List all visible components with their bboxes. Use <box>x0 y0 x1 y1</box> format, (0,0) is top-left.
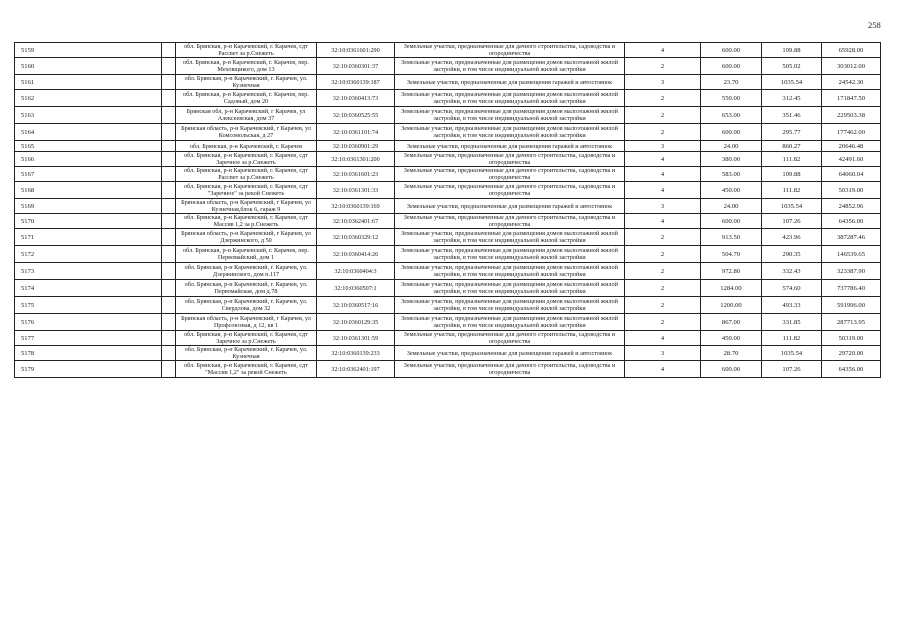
group-cell: 2 <box>625 90 701 107</box>
row-number: 5167 <box>15 167 162 182</box>
table-row <box>15 75 881 90</box>
land-use-cell: Земельные участки, предназначенные для размещения домов малоэтажной жилой застройки, в том числе индивидуальной жилой застройки <box>395 58 625 75</box>
group-cell: 4 <box>625 167 701 182</box>
address-cell: обл. Брянская, р-н Карачевский, г. Карачев, пер. Садовый, дом 20 <box>176 90 317 107</box>
address-cell: обл. Брянская, р-н Карачевский, г. Карачев <box>176 141 317 152</box>
cadastral-number-cell: 32:10:0360329:12 <box>317 229 395 246</box>
cadastral-number-cell: 32:10:0360139:187 <box>317 75 395 90</box>
group-cell: 4 <box>625 214 701 229</box>
table-row <box>15 346 881 361</box>
spacer-cell <box>162 229 176 246</box>
area-cell: 550.00 <box>701 90 762 107</box>
table-body <box>15 43 881 378</box>
table-row <box>15 107 881 124</box>
land-use-cell: Земельные участки, предназначенные для дачного строительства, садоводства и огородничества <box>395 43 625 58</box>
address-cell: обл. Брянская, р-н Карачевский, г. Карачев, ул. Свердлова, дом 32 <box>176 297 317 314</box>
area-cell: 600.00 <box>701 124 762 141</box>
cadastral-value-cell: 24852.96 <box>822 199 881 214</box>
row-number: 5160 <box>15 58 162 75</box>
group-cell: 2 <box>625 280 701 297</box>
group-cell: 2 <box>625 297 701 314</box>
cadastral-number-cell: 32:10:0360129:35 <box>317 314 395 331</box>
area-cell: 1200.00 <box>701 297 762 314</box>
unit-value-cell: 332.43 <box>762 263 822 280</box>
cadastral-number-cell: 32:10:0361301:200 <box>317 152 395 167</box>
cadastral-number-cell: 32:10:0361601:290 <box>317 43 395 58</box>
spacer-cell <box>162 199 176 214</box>
group-cell: 2 <box>625 314 701 331</box>
cadastral-number-cell: 32:10:0362401:197 <box>317 361 395 378</box>
address-cell: Брянская область, р-н Карачевский, г Карачев, ул Дзержинского, д 50 <box>176 229 317 246</box>
spacer-cell <box>162 346 176 361</box>
table-row <box>15 214 881 229</box>
unit-value-cell: 331.85 <box>762 314 822 331</box>
land-use-cell: Земельные участки, предназначенные для дачного строительства, садоводства и огородничества <box>395 152 625 167</box>
land-use-cell: Земельные участки, предназначенные для размещения гаражей и автостоянок <box>395 141 625 152</box>
unit-value-cell: 290.35 <box>762 246 822 263</box>
unit-value-cell: 505.02 <box>762 58 822 75</box>
cadastral-number-cell: 32:10:0360507:1 <box>317 280 395 297</box>
cadastral-number-cell: 32:10:0360404:3 <box>317 263 395 280</box>
row-number: 5168 <box>15 182 162 199</box>
cadastral-number-cell: 32:10:0360301:37 <box>317 58 395 75</box>
cadastral-number-cell: 32:10:0361301:33 <box>317 182 395 199</box>
spacer-cell <box>162 246 176 263</box>
area-cell: 972.80 <box>701 263 762 280</box>
spacer-cell <box>162 361 176 378</box>
land-use-cell: Земельные участки, предназначенные для размещения домов малоэтажной жилой застройки, в том числе индивидуальной жилой застройки <box>395 263 625 280</box>
cadastral-number-cell: 32:10:0360901:29 <box>317 141 395 152</box>
spacer-cell <box>162 152 176 167</box>
spacer-cell <box>162 90 176 107</box>
area-cell: 653.00 <box>701 107 762 124</box>
land-use-cell: Земельные участки, предназначенные для размещения домов малоэтажной жилой застройки, в том числе индивидуальной жилой застройки <box>395 107 625 124</box>
group-cell: 3 <box>625 346 701 361</box>
address-cell: обл. Брянская, р-н Карачевский, г. Карачев, сдт Рассвет за р.Снежеть <box>176 43 317 58</box>
spacer-cell <box>162 182 176 199</box>
land-use-cell: Земельные участки, предназначенные для дачного строительства, садоводства и огородничества <box>395 361 625 378</box>
table-row <box>15 43 881 58</box>
land-use-cell: Земельные участки, предназначенные для дачного строительства, садоводства и огородничества <box>395 214 625 229</box>
cadastral-number-cell: 32:10:0360139:233 <box>317 346 395 361</box>
group-cell: 4 <box>625 43 701 58</box>
address-cell: обл. Брянская, р-н Карачевский, г. Карачев, ул. Кузнечная <box>176 346 317 361</box>
row-number: 5178 <box>15 346 162 361</box>
cadastral-number-cell: 32:10:0362401:67 <box>317 214 395 229</box>
address-cell: обл. Брянская, р-н Карачевский, г. Карачев, сдт Заречное за р.Снежеть <box>176 152 317 167</box>
unit-value-cell: 493.33 <box>762 297 822 314</box>
cadastral-value-cell: 171847.50 <box>822 90 881 107</box>
cadastral-value-cell: 64356.00 <box>822 214 881 229</box>
spacer-cell <box>162 167 176 182</box>
page-number: 258 <box>868 20 881 30</box>
cadastral-value-cell: 287713.95 <box>822 314 881 331</box>
unit-value-cell: 1035.54 <box>762 346 822 361</box>
cadastral-value-cell: 65928.00 <box>822 43 881 58</box>
address-cell: обл. Брянская, р-н Карачевский, г. Карачев, ул. Первомайская, дом д.78 <box>176 280 317 297</box>
unit-value-cell: 1035.54 <box>762 199 822 214</box>
table-row <box>15 124 881 141</box>
row-number: 5162 <box>15 90 162 107</box>
row-number: 5169 <box>15 199 162 214</box>
spacer-cell <box>162 280 176 297</box>
land-use-cell: Земельные участки, предназначенные для размещения гаражей и автостоянок <box>395 199 625 214</box>
address-cell: обл. Брянская, р-н Карачевский, г. Карачев, ул. Дзержинского, дом п.117 <box>176 263 317 280</box>
address-cell: Брянская обл, р-н Карачевский, г Карачев, ул Алексеевская, дом 37 <box>176 107 317 124</box>
unit-value-cell: 1035.54 <box>762 75 822 90</box>
unit-value-cell: 111.82 <box>762 152 822 167</box>
cadastral-number-cell: 32:10:0361101:74 <box>317 124 395 141</box>
unit-value-cell: 111.82 <box>762 331 822 346</box>
area-cell: 583.00 <box>701 167 762 182</box>
address-cell: обл. Брянская, р-н Карачевский, г. Карачев, сдт Массив 1,2 за р.Снежеть <box>176 214 317 229</box>
land-use-cell: Земельные участки, предназначенные для дачного строительства, садоводства и огородничества <box>395 331 625 346</box>
spacer-cell <box>162 58 176 75</box>
address-cell: обл. Брянская, р-н Карачевский, г. Карачев, пер. Первомайский, дом 1 <box>176 246 317 263</box>
unit-value-cell: 109.88 <box>762 43 822 58</box>
area-cell: 23.70 <box>701 75 762 90</box>
cadastral-value-cell: 387287.46 <box>822 229 881 246</box>
unit-value-cell: 574.60 <box>762 280 822 297</box>
spacer-cell <box>162 43 176 58</box>
address-cell: Брянская область, р-н Карачевский, г Карачев, ул Комсомольская, д 27 <box>176 124 317 141</box>
row-number: 5164 <box>15 124 162 141</box>
land-use-cell: Земельные участки, предназначенные для дачного строительства, садоводства и огородничества <box>395 182 625 199</box>
land-use-cell: Земельные участки, предназначенные для размещения домов малоэтажной жилой застройки, в том числе индивидуальной жилой застройки <box>395 280 625 297</box>
area-cell: 867.00 <box>701 314 762 331</box>
unit-value-cell: 351.46 <box>762 107 822 124</box>
cadastral-value-cell: 146539.65 <box>822 246 881 263</box>
group-cell: 2 <box>625 263 701 280</box>
cadastral-value-cell: 50319.00 <box>822 331 881 346</box>
group-cell: 2 <box>625 124 701 141</box>
cadastral-number-cell: 32:10:0361601:23 <box>317 167 395 182</box>
cadastral-value-cell: 20646.48 <box>822 141 881 152</box>
unit-value-cell: 109.88 <box>762 167 822 182</box>
area-cell: 600.00 <box>701 43 762 58</box>
cadastral-value-cell: 42491.60 <box>822 152 881 167</box>
address-cell: обл. Брянская, р-н Карачевский, г. Карачев, пер. Меховщикого, дом 13 <box>176 58 317 75</box>
table-row <box>15 361 881 378</box>
row-number: 5159 <box>15 43 162 58</box>
table-row <box>15 199 881 214</box>
group-cell: 4 <box>625 152 701 167</box>
table-row <box>15 280 881 297</box>
land-use-cell: Земельные участки, предназначенные для размещения домов малоэтажной жилой застройки, в том числе индивидуальной жилой застройки <box>395 297 625 314</box>
land-use-cell: Земельные участки, предназначенные для размещения домов малоэтажной жилой застройки, в том числе индивидуальной жилой застройки <box>395 229 625 246</box>
area-cell: 600.00 <box>701 361 762 378</box>
group-cell: 3 <box>625 141 701 152</box>
row-number: 5163 <box>15 107 162 124</box>
cadastral-value-cell: 177462.00 <box>822 124 881 141</box>
row-number: 5166 <box>15 152 162 167</box>
table-row <box>15 90 881 107</box>
row-number: 5176 <box>15 314 162 331</box>
table-row <box>15 152 881 167</box>
area-cell: 450.00 <box>701 182 762 199</box>
area-cell: 504.70 <box>701 246 762 263</box>
group-cell: 2 <box>625 58 701 75</box>
cadastral-value-cell: 737786.40 <box>822 280 881 297</box>
area-cell: 450.00 <box>701 331 762 346</box>
table-row <box>15 167 881 182</box>
table-row <box>15 58 881 75</box>
address-cell: Брянская область, р-н Карачевский, г Карачев, ул Профсоюзная, д 12, кв 1 <box>176 314 317 331</box>
unit-value-cell: 111.82 <box>762 182 822 199</box>
table-row <box>15 182 881 199</box>
spacer-cell <box>162 75 176 90</box>
land-use-cell: Земельные участки, предназначенные для размещения домов малоэтажной жилой застройки, в том числе индивидуальной жилой застройки <box>395 90 625 107</box>
spacer-cell <box>162 214 176 229</box>
address-cell: обл. Брянская, р-н Карачевский, г. Карачев, сдт "Заречное" за рекой Снежеть <box>176 182 317 199</box>
area-cell: 600.00 <box>701 214 762 229</box>
table-row <box>15 314 881 331</box>
group-cell: 4 <box>625 331 701 346</box>
table-row <box>15 263 881 280</box>
land-use-cell: Земельные участки, предназначенные для размещения домов малоэтажной жилой застройки, в том числе индивидуальной жилой застройки <box>395 124 625 141</box>
cadastral-number-cell: 32:10:0360139:169 <box>317 199 395 214</box>
cadastral-value-cell: 323387.90 <box>822 263 881 280</box>
row-number: 5171 <box>15 229 162 246</box>
group-cell: 3 <box>625 75 701 90</box>
land-use-cell: Земельные участки, предназначенные для размещения гаражей и автостоянок <box>395 346 625 361</box>
row-number: 5165 <box>15 141 162 152</box>
row-number: 5174 <box>15 280 162 297</box>
area-cell: 1284.00 <box>701 280 762 297</box>
row-number: 5161 <box>15 75 162 90</box>
unit-value-cell: 295.77 <box>762 124 822 141</box>
spacer-cell <box>162 141 176 152</box>
row-number: 5170 <box>15 214 162 229</box>
spacer-cell <box>162 297 176 314</box>
table-row <box>15 141 881 152</box>
group-cell: 2 <box>625 107 701 124</box>
row-number: 5173 <box>15 263 162 280</box>
address-cell: обл. Брянская, р-н Карачевский, г. Карачев, ул. Кузнечная <box>176 75 317 90</box>
cadastral-number-cell: 32:10:0361301:59 <box>317 331 395 346</box>
land-use-cell: Земельные участки, предназначенные для дачного строительства, садоводства и огородничества <box>395 167 625 182</box>
cadastral-number-cell: 32:10:0360414:26 <box>317 246 395 263</box>
cadastral-value-cell: 64356.00 <box>822 361 881 378</box>
unit-value-cell: 107.26 <box>762 361 822 378</box>
cadastral-number-cell: 32:10:0360413:73 <box>317 90 395 107</box>
land-use-cell: Земельные участки, предназначенные для размещения домов малоэтажной жилой застройки, в том числе индивидуальной жилой застройки <box>395 314 625 331</box>
cadastral-value-cell: 591996.00 <box>822 297 881 314</box>
area-cell: 24.00 <box>701 199 762 214</box>
group-cell: 4 <box>625 361 701 378</box>
unit-value-cell: 860.27 <box>762 141 822 152</box>
address-cell: обл. Брянская, р-н Карачевский, г. Карачев, сдт Заречное за р.Снежеть <box>176 331 317 346</box>
cadastral-value-cell: 50319.00 <box>822 182 881 199</box>
row-number: 5177 <box>15 331 162 346</box>
address-cell: обл. Брянская, р-н Карачевский, г. Карачев, сдт Рассвет за р.Снежеть <box>176 167 317 182</box>
group-cell: 2 <box>625 229 701 246</box>
area-cell: 24.00 <box>701 141 762 152</box>
table-row <box>15 331 881 346</box>
row-number: 5172 <box>15 246 162 263</box>
table-row <box>15 246 881 263</box>
row-number: 5179 <box>15 361 162 378</box>
cadastral-value-cell: 24542.30 <box>822 75 881 90</box>
area-cell: 28.70 <box>701 346 762 361</box>
address-cell: Брянская область, р-н Карачевский, г Карачев, ул Кузнечная,блок 6, гараж 9 <box>176 199 317 214</box>
area-cell: 380.00 <box>701 152 762 167</box>
group-cell: 3 <box>625 199 701 214</box>
cadastral-value-cell: 229503.38 <box>822 107 881 124</box>
spacer-cell <box>162 314 176 331</box>
group-cell: 2 <box>625 246 701 263</box>
land-use-cell: Земельные участки, предназначенные для размещения гаражей и автостоянок <box>395 75 625 90</box>
land-use-cell: Земельные участки, предназначенные для размещения домов малоэтажной жилой застройки, в том числе индивидуальной жилой застройки <box>395 246 625 263</box>
spacer-cell <box>162 263 176 280</box>
table-row <box>15 297 881 314</box>
unit-value-cell: 107.26 <box>762 214 822 229</box>
unit-value-cell: 423.96 <box>762 229 822 246</box>
unit-value-cell: 312.45 <box>762 90 822 107</box>
spacer-cell <box>162 331 176 346</box>
area-cell: 913.50 <box>701 229 762 246</box>
address-cell: обл. Брянская, р-н Карачевский, г. Карачев, сдт "Массив 1,2" за рекой Снежеть <box>176 361 317 378</box>
row-number: 5175 <box>15 297 162 314</box>
area-cell: 600.00 <box>701 58 762 75</box>
group-cell: 4 <box>625 182 701 199</box>
cadastral-number-cell: 32:10:0360525:55 <box>317 107 395 124</box>
cadastral-value-cell: 303012.00 <box>822 58 881 75</box>
spacer-cell <box>162 107 176 124</box>
cadastral-table <box>14 42 881 378</box>
cadastral-value-cell: 29720.00 <box>822 346 881 361</box>
spacer-cell <box>162 124 176 141</box>
cadastral-value-cell: 64060.04 <box>822 167 881 182</box>
table-row <box>15 229 881 246</box>
cadastral-number-cell: 32:10:0360517:16 <box>317 297 395 314</box>
